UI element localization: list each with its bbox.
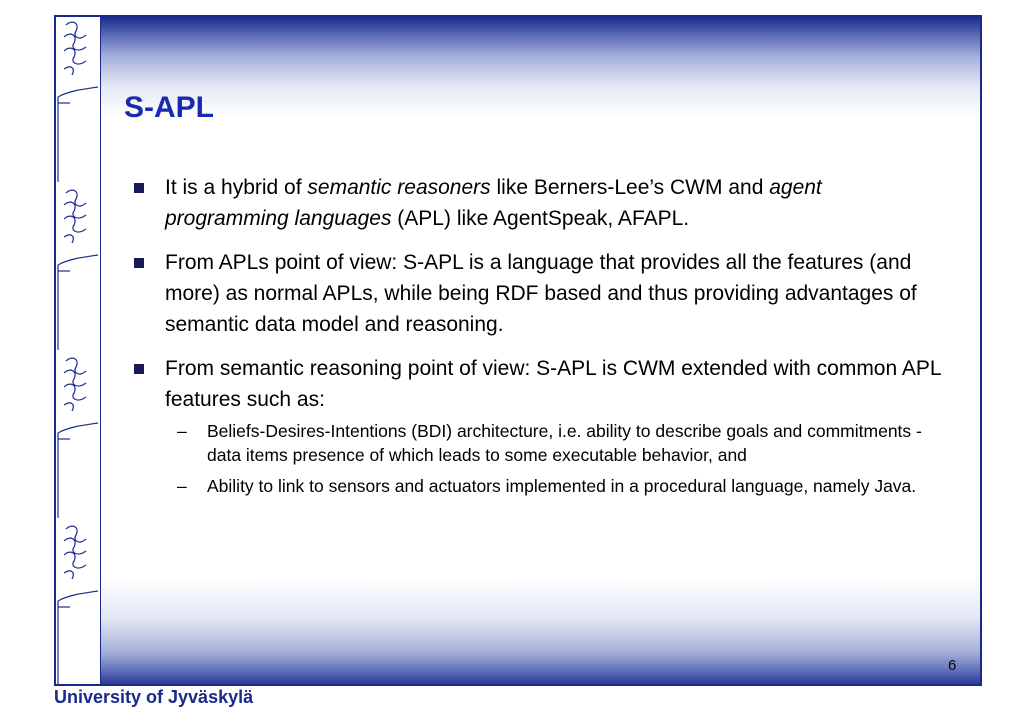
bullet-text xyxy=(165,247,945,340)
sub-bullet-text: Ability to link to sensors and actuators implemented in a procedural language, namely Java. xyxy=(207,476,917,496)
bullet-square-icon xyxy=(134,183,144,193)
dash-icon: – xyxy=(177,476,187,496)
page-number: 6 xyxy=(948,657,957,674)
bullet-square-icon xyxy=(134,258,144,268)
bullet-item xyxy=(130,172,945,234)
bullet-text-italic: agent programming languages xyxy=(165,176,822,230)
sub-bullet-list xyxy=(165,419,945,498)
university-emblem-icon xyxy=(56,17,100,684)
sidebar-decoration xyxy=(56,17,101,684)
bullet-text xyxy=(165,172,945,234)
bullet-text-segment: It is a hybrid of xyxy=(165,176,308,199)
slide-title: S-APL xyxy=(124,91,214,124)
sub-bullet-item xyxy=(165,419,945,467)
bullet-item xyxy=(130,353,945,498)
sub-bullet-item xyxy=(165,474,945,498)
bullet-item xyxy=(130,247,945,340)
bullet-square-icon xyxy=(134,364,144,374)
dash-icon: – xyxy=(177,421,187,441)
bullet-text-segment: From semantic reasoning point of view: S-APL is CWM extended with common APL features such as: xyxy=(165,357,941,411)
bullet-text-segment: (APL) like AgentSpeak, AFAPL. xyxy=(391,207,690,230)
bullet-text-segment: From APLs point of view: S-APL is a language that provides all the features (and more) as normal APLs, while being RDF based and thus providing advantages of semantic data model and reasoning. xyxy=(165,251,917,336)
sub-bullet-text: Beliefs-Desires-Intentions (BDI) architecture, i.e. ability to describe goals and commitments - data items presence of which leads to some executable behavior, and xyxy=(207,421,922,465)
slide xyxy=(54,15,982,686)
bullet-text-segment: like Berners-Lee’s CWM and xyxy=(490,176,770,199)
bullet-list xyxy=(130,172,945,498)
bullet-text xyxy=(165,353,945,415)
footer-university: University of Jyväskylä xyxy=(54,687,254,707)
bullet-text-italic: semantic reasoners xyxy=(307,176,491,199)
